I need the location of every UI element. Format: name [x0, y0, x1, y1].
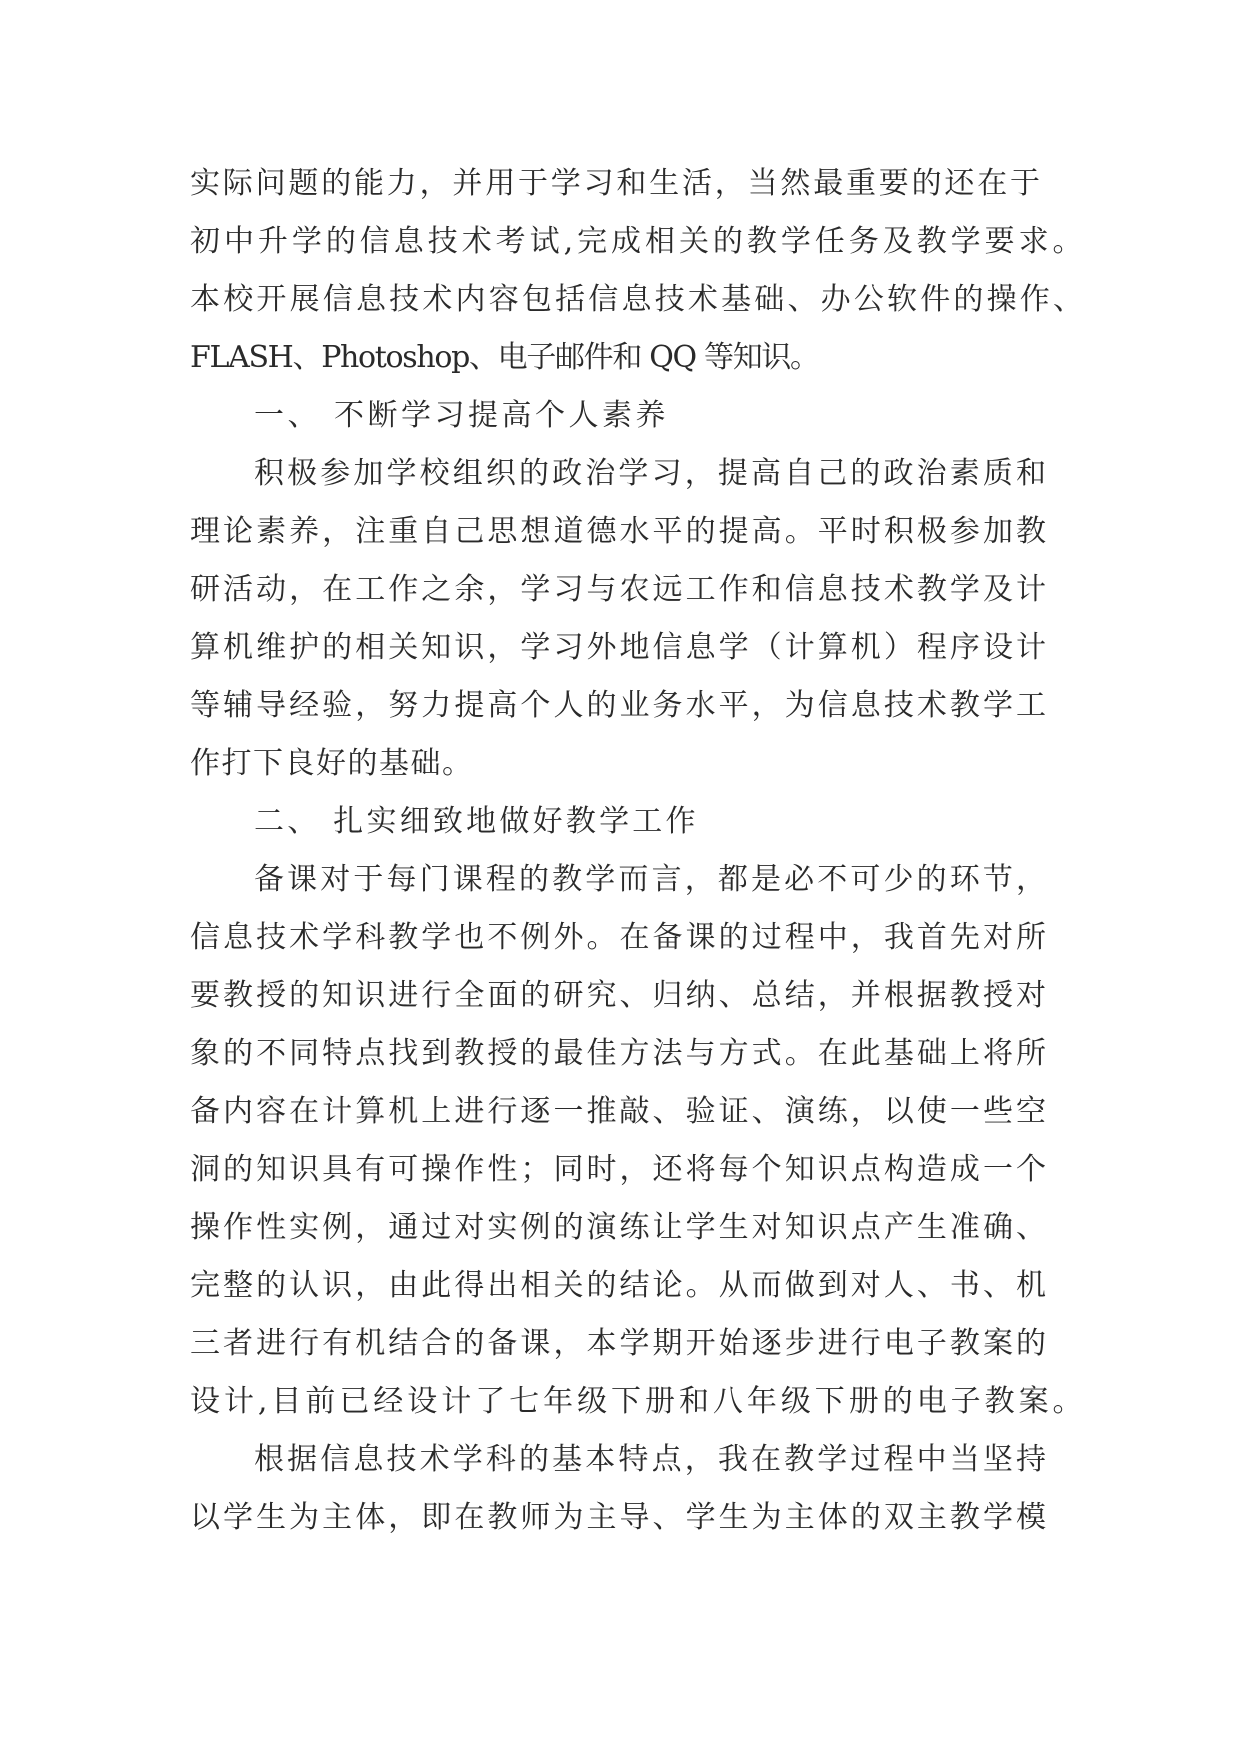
text-line: 实际问题的能力，并用于学习和生活，当然最重要的还在于: [190, 166, 1043, 201]
text-line: 等辅导经验，努力提高个人的业务水平，为信息技术教学工: [190, 688, 1050, 723]
text-line: FLASH、Photoshop、电子邮件和 QQ 等知识。: [190, 340, 819, 375]
text-line: 本校开展信息技术内容包括信息技术基础、办公软件的操作、: [190, 282, 1087, 317]
text-line: 三者进行有机结合的备课，本学期开始逐步进行电子教案的: [190, 1326, 1050, 1361]
text-line: 初中升学的信息技术考试,完成相关的教学任务及教学要求。: [190, 224, 1087, 259]
section-heading-2: 二、 扎实细致地做好教学工作: [254, 804, 699, 839]
text-line: 备课对于每门课程的教学而言，都是必不可少的环节，: [254, 862, 1050, 897]
text-line: 完整的认识，由此得出相关的结论。从而做到对人、书、机: [190, 1268, 1050, 1303]
text-line: 象的不同特点找到教授的最佳方法与方式。在此基础上将所: [190, 1036, 1050, 1071]
text-line: 根据信息技术学科的基本特点，我在教学过程中当坚持: [254, 1442, 1050, 1477]
text-line: 作打下良好的基础。: [190, 746, 474, 781]
text-line: 算机维护的相关知识，学习外地信息学（计算机）程序设计: [190, 630, 1050, 665]
section-heading-1: 一、 不断学习提高个人素养: [254, 398, 670, 433]
text-line: 理论素养，注重自己思想道德水平的提高。平时积极参加教: [190, 514, 1050, 549]
text-line: 以学生为主体，即在教师为主导、学生为主体的双主教学模: [190, 1500, 1050, 1535]
text-line: 备内容在计算机上进行逐一推敲、验证、演练，以使一些空: [190, 1094, 1050, 1129]
text-line: 操作性实例，通过对实例的演练让学生对知识点产生准确、: [190, 1210, 1050, 1245]
text-line: 要教授的知识进行全面的研究、归纳、总结，并根据教授对: [190, 978, 1050, 1013]
text-line: 洞的知识具有可操作性；同时，还将每个知识点构造成一个: [190, 1152, 1050, 1187]
text-line: 积极参加学校组织的政治学习，提高自己的政治素质和: [254, 456, 1050, 491]
text-line: 信息技术学科教学也不例外。在备课的过程中，我首先对所: [190, 920, 1050, 955]
text-line: 研活动，在工作之余，学习与农远工作和信息技术教学及计: [190, 572, 1050, 607]
text-line: 设计,目前已经设计了七年级下册和八年级下册的电子教案。: [190, 1384, 1087, 1419]
